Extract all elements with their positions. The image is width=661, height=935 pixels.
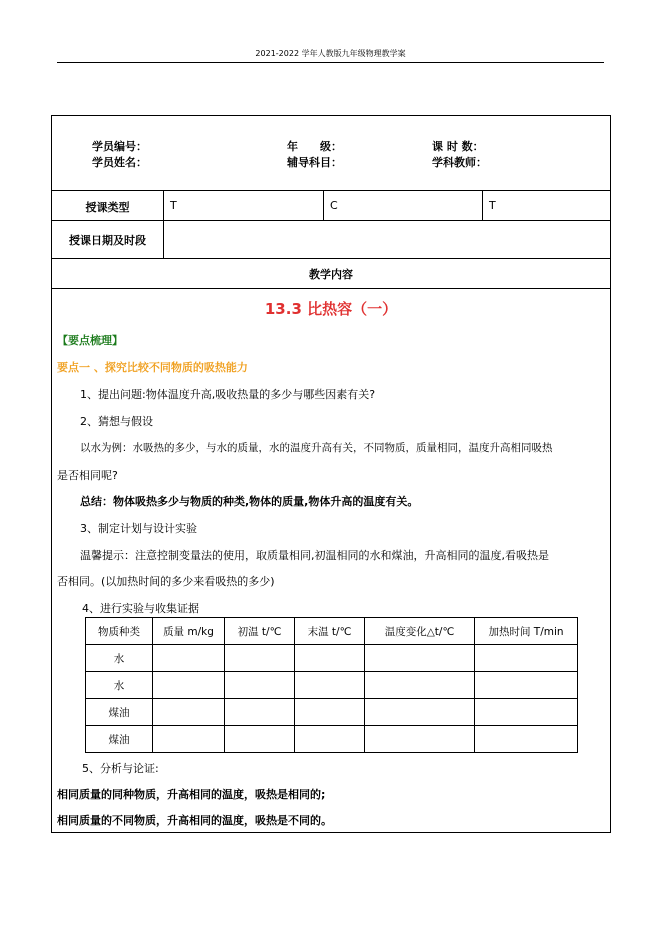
- lesson-title: 13.3 比热容（一）: [264, 300, 398, 318]
- lesson-type-label: 授课类型: [85, 201, 130, 214]
- substance-cell: 水: [86, 672, 153, 699]
- table-row: [86, 645, 578, 672]
- column-header: 初温 t/℃: [225, 618, 295, 645]
- text-line: 4、进行实验与收集证据: [82, 602, 199, 615]
- point-heading: 要点一 、探究比较不同物质的吸热能力: [57, 361, 248, 374]
- conclusion-line: 相同质量的同种物质，升高相同的温度，吸热是相同的;: [57, 788, 326, 801]
- text-line: 5、分析与论证:: [82, 762, 159, 775]
- column-header: 质量 m/kg: [153, 618, 225, 645]
- divider: [52, 190, 610, 191]
- divider: [52, 288, 610, 289]
- summary-line: 总结：物体吸热多少与物质的种类,物体的质量,物体升高的温度有关。: [80, 495, 419, 508]
- text-line: 以水为例：水吸热的多少，与水的质量，水的温度升高有关，不同物质，质量相同，温度升高相同吸热: [80, 442, 553, 454]
- table-header-row: [86, 618, 578, 645]
- content-label: 教学内容: [309, 268, 353, 281]
- experiment-table: [85, 617, 578, 753]
- column-header: 温度变化△t/℃: [365, 618, 475, 645]
- substance-cell: 煤油: [86, 726, 153, 753]
- substance-cell: 水: [86, 645, 153, 672]
- divider: [52, 220, 610, 221]
- divider: [52, 258, 610, 259]
- teacher-label: 学科教师：: [432, 156, 487, 169]
- column-header: 物质种类: [86, 618, 153, 645]
- student-name-label: 学员姓名：: [92, 156, 147, 169]
- lesson-type-value: T: [489, 199, 496, 212]
- substance-cell: 煤油: [86, 699, 153, 726]
- divider: [163, 190, 164, 258]
- table-row: [86, 699, 578, 726]
- text-line: 是否相同呢?: [57, 469, 118, 482]
- conclusion-line: 相同质量的不同物质，升高相同的温度，吸热是不同的。: [57, 814, 332, 827]
- section-heading: 【要点梳理】: [57, 334, 123, 347]
- lessons-label: 课 时 数：: [432, 140, 484, 153]
- student-id-label: 学员编号：: [92, 140, 147, 153]
- text-line: 温馨提示：注意控制变量法的使用，取质量相同,初温相同的水和煤油，升高相同的温度,看吸热是: [80, 549, 549, 562]
- table-row: [86, 672, 578, 699]
- grade-label: 年 级：: [287, 140, 342, 153]
- text-line: 1、提出问题:物体温度升高,吸收热量的多少与哪些因素有关?: [80, 388, 376, 401]
- divider: [323, 190, 324, 220]
- text-line: 否相同。(以加热时间的多少来看吸热的多少): [57, 575, 275, 588]
- subject-label: 辅导科目：: [287, 156, 342, 169]
- table-row: [86, 726, 578, 753]
- text-line: 2、猜想与假设: [80, 415, 153, 428]
- column-header: 末温 t/℃: [295, 618, 365, 645]
- divider: [482, 190, 483, 220]
- column-header: 加热时间 T/min: [475, 618, 578, 645]
- lesson-type-value: C: [330, 199, 338, 212]
- lesson-plan-table: [51, 115, 611, 833]
- page-header: 2021-2022 学年人教版九年级物理教学案: [255, 49, 406, 58]
- header-rule: [57, 62, 604, 63]
- date-label: 授课日期及时段: [69, 234, 146, 247]
- text-line: 3、制定计划与设计实验: [80, 522, 197, 535]
- lesson-type-value: T: [170, 199, 177, 212]
